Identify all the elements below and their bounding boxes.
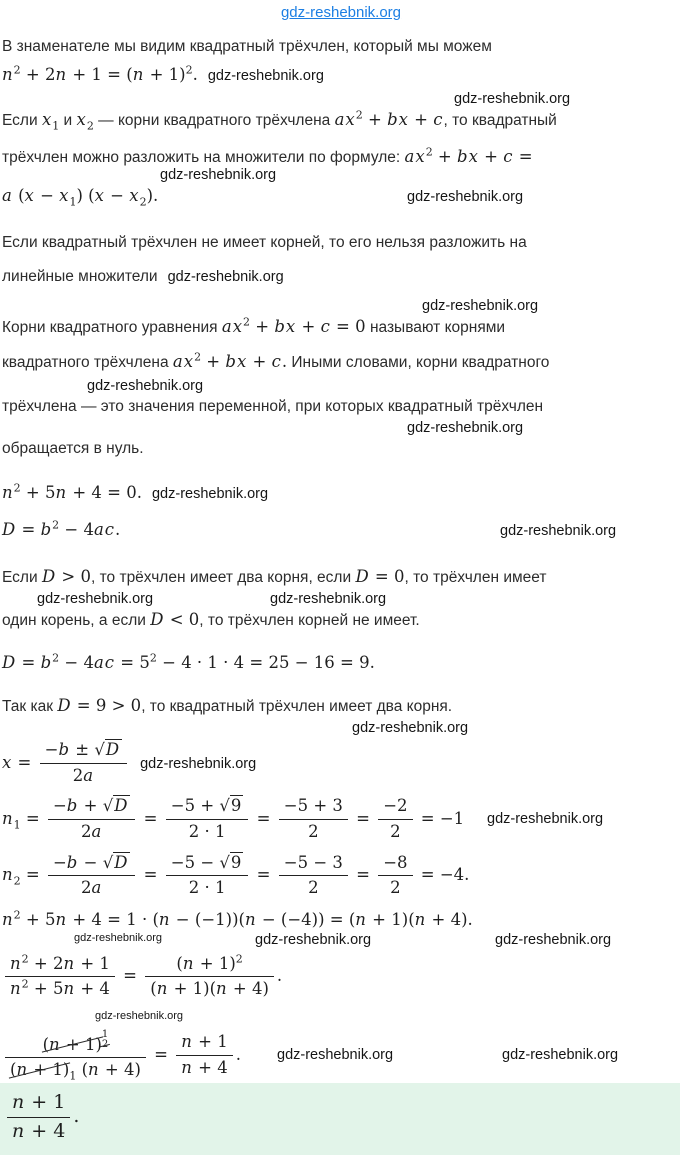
text-run: , то трёхчлен имеет два корня, если bbox=[91, 569, 356, 586]
document-body bbox=[2, 36, 680, 1155]
text-run: , то квадратный bbox=[443, 112, 557, 129]
math-run: $ax^2$ + bx + c bbox=[334, 108, 443, 129]
text-run: Если квадратный трёхчлен не имеет корней, то его нельзя разложить на bbox=[2, 234, 527, 251]
watermark: gdz-reshebnik.org bbox=[140, 755, 257, 772]
math-run: D = 9 > 0 bbox=[57, 696, 142, 715]
header bbox=[2, 4, 680, 22]
watermark: gdz-reshebnik.org bbox=[495, 931, 612, 948]
text-run: называют корнями bbox=[365, 319, 506, 336]
watermark: gdz-reshebnik.org bbox=[95, 1010, 184, 1022]
watermark-row bbox=[2, 378, 680, 396]
final-answer bbox=[0, 1083, 680, 1155]
math-run: (n + 1) $^{1 2}$ $(n + 1)_1$ (n + 4) = $\frac{n + 1}{n + 4}$ . bbox=[2, 1045, 241, 1064]
content-line bbox=[2, 952, 680, 1002]
content-line bbox=[2, 316, 680, 339]
text-run: Иными словами, корни квадратного bbox=[287, 354, 550, 371]
text-run: , то трёхчлен корней не имеет. bbox=[199, 612, 420, 629]
math-run: $ax^2$ + bx + c = 0 bbox=[221, 315, 366, 336]
watermark: gdz-reshebnik.org bbox=[277, 1047, 394, 1064]
watermark: gdz-reshebnik.org bbox=[270, 591, 387, 607]
watermark: gdz-reshebnik.org bbox=[74, 931, 163, 944]
text-run: — корни квадратного трёхчлена bbox=[93, 112, 335, 129]
watermark: gdz-reshebnik.org bbox=[37, 591, 154, 607]
text-run: Корни квадратного уравнения bbox=[2, 319, 222, 336]
text-run: Если bbox=[2, 112, 42, 129]
content-line bbox=[2, 396, 680, 418]
content-line bbox=[2, 482, 680, 505]
math-run: $x_1$ bbox=[41, 110, 60, 133]
watermark: gdz-reshebnik.org bbox=[422, 298, 539, 314]
content-line bbox=[2, 438, 680, 460]
text-run: В знаменателе мы видим квадратный трёхчлен, который мы можем bbox=[2, 38, 492, 55]
watermark: gdz-reshebnik.org bbox=[255, 931, 372, 948]
watermark: gdz-reshebnik.org bbox=[160, 167, 277, 183]
text-run: трёхчлена — это значения переменной, при которых квадратный трёхчлен bbox=[2, 398, 544, 415]
text-run: обращается в нуль. bbox=[2, 440, 144, 457]
math-run: D < 0 bbox=[150, 610, 200, 629]
content-line bbox=[2, 146, 680, 169]
text-run: один корень, а если bbox=[2, 612, 151, 629]
content-line bbox=[2, 851, 680, 901]
watermark-row bbox=[2, 932, 680, 950]
content-line bbox=[2, 266, 680, 288]
text-run: квадратного трёхчлена bbox=[2, 354, 173, 371]
math-run: $ax^2$ + bx + c. bbox=[172, 350, 288, 371]
text-run: , то квадратный трёхчлен имеет два корня. bbox=[141, 698, 453, 715]
content-line bbox=[2, 695, 680, 718]
content-line bbox=[2, 232, 680, 254]
content-line bbox=[2, 652, 680, 675]
watermark: gdz-reshebnik.org bbox=[207, 68, 324, 84]
math-run: $ax^2$ + bx + c = bbox=[404, 145, 533, 166]
math-run: $\frac{n + 1}{n + 4}$ . bbox=[4, 1105, 79, 1127]
watermark: gdz-reshebnik.org bbox=[500, 522, 617, 539]
watermark-row bbox=[2, 720, 680, 738]
math-run: $n^2 + 2n + 1 = (n + 1)^2$. bbox=[2, 63, 198, 84]
math-run: $\frac{n^2 + 2n + 1}{n^2 + 5n + 4}$ = $\frac{(n + 1)^2}{(n + 1)(n + 4)}$ . bbox=[2, 966, 282, 985]
watermark: gdz-reshebnik.org bbox=[454, 91, 571, 107]
content-line bbox=[2, 566, 680, 589]
math-run: $n^2 + 5n + 4 = 0$. bbox=[2, 481, 142, 502]
math-run: D = 0 bbox=[355, 567, 405, 586]
watermark-row bbox=[2, 91, 680, 109]
text-run: линейные множители bbox=[2, 268, 158, 285]
math-run: $D = b^2 - 4ac = 5^2 - 4 \cdot 1 \cdot 4 = 25 - 16 = 9$. bbox=[2, 651, 375, 672]
watermark-row bbox=[2, 167, 680, 185]
math-run: a $(x - x_1)$ $(x - x_2)$. bbox=[2, 186, 159, 209]
watermark: gdz-reshebnik.org bbox=[352, 720, 469, 736]
watermark-row bbox=[2, 1010, 680, 1028]
watermark: gdz-reshebnik.org bbox=[167, 269, 284, 285]
math-run: x = $\frac{-b \pm √D}{2a}$ bbox=[2, 753, 130, 772]
watermark-row bbox=[2, 591, 680, 609]
watermark: gdz-reshebnik.org bbox=[407, 420, 524, 436]
content-line bbox=[2, 519, 680, 542]
math-run: $n_2$ = $\frac{-b - √D}{2a}$ = $\frac{-5 - √9}{2 \cdot 1}$ = $\frac{-5 - 3}{2}$ = $\frac{-8}{2}$ = −4. bbox=[2, 852, 470, 898]
math-run: $n_1$ = $\frac{-b + √D}{2a}$ = $\frac{-5 + √9}{2 \cdot 1}$ = $\frac{-5 + 3}{2}$ = $\frac{-2}{2}$ = −1 bbox=[2, 796, 465, 841]
content-line bbox=[2, 36, 680, 58]
watermark-link[interactable]: gdz-reshebnik.org bbox=[280, 4, 402, 21]
watermark: gdz-reshebnik.org bbox=[87, 378, 204, 394]
watermark-row bbox=[2, 420, 680, 438]
content-line bbox=[2, 909, 680, 932]
content-line bbox=[2, 64, 680, 87]
text-run: Если bbox=[2, 569, 42, 586]
watermark: gdz-reshebnik.org bbox=[407, 188, 524, 205]
text-run: и bbox=[59, 112, 77, 129]
text-run: трёхчлен можно разложить на множители по формуле: bbox=[2, 149, 405, 166]
content-line bbox=[2, 185, 680, 208]
content-line bbox=[2, 109, 680, 132]
watermark: gdz-reshebnik.org bbox=[487, 811, 604, 828]
content-line bbox=[2, 351, 680, 374]
math-run: $x_2$ bbox=[76, 110, 94, 133]
watermark-row bbox=[2, 298, 680, 316]
content-line bbox=[2, 794, 680, 844]
text-run: Так как bbox=[2, 698, 58, 715]
content-line bbox=[2, 1028, 680, 1083]
math-run: $n^2 + 5n + 4 = 1 \cdot (n - (-1))(n - (-4)) = (n + 1)(n + 4)$. bbox=[2, 908, 473, 929]
content-line bbox=[2, 738, 680, 788]
math-run: D > 0 bbox=[41, 567, 91, 586]
math-run: $D = b^2 - 4ac$. bbox=[2, 518, 121, 539]
watermark: gdz-reshebnik.org bbox=[502, 1047, 619, 1064]
watermark: gdz-reshebnik.org bbox=[151, 486, 269, 502]
content-line bbox=[2, 609, 680, 632]
text-run: , то трёхчлен имеет bbox=[404, 569, 547, 586]
